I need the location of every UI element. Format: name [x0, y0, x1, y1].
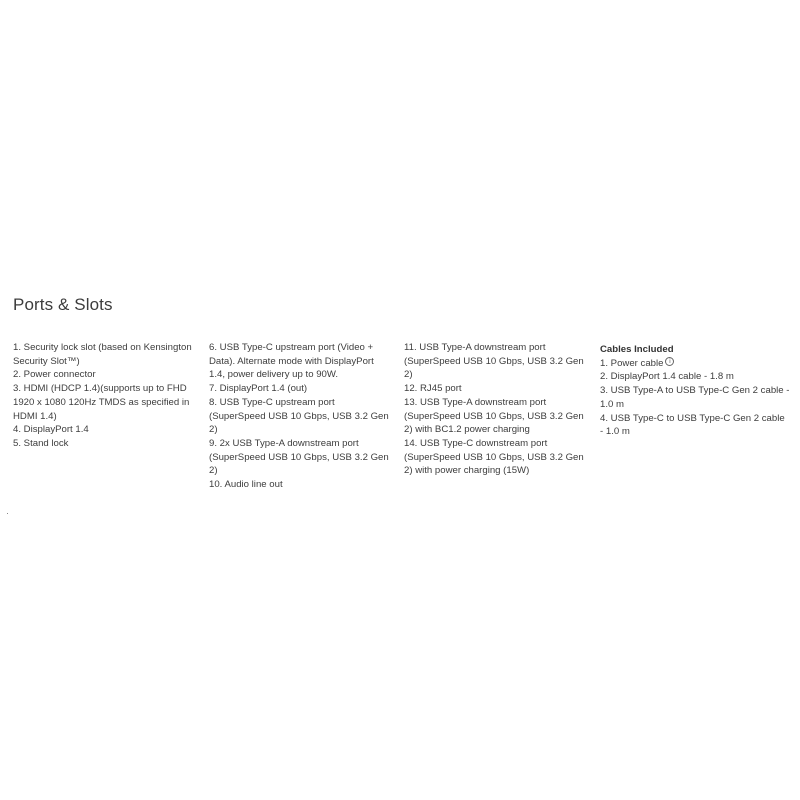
port-item: 11. USB Type-A downstream port (SuperSpeed USB 10 Gbps, USB 3.2 Gen 2) [404, 342, 584, 381]
cables-heading: Cables Included [600, 344, 674, 355]
port-item: 2. Power connector [13, 369, 96, 381]
cable-item [600, 357, 790, 371]
port-item: 4. DisplayPort 1.4 [13, 424, 89, 436]
cable-item: 4. USB Type-C to USB Type-C Gen 2 cable - 1.0 m [600, 412, 785, 438]
cable-item-label: 1. Power cable [600, 357, 664, 369]
port-item: 5. Stand lock [13, 437, 69, 449]
ports-column-2 [209, 341, 389, 492]
ports-list-3 [404, 341, 584, 478]
ports-list-2 [209, 341, 389, 492]
ports-column-3 [404, 341, 584, 478]
port-item: 6. USB Type-C upstream port (Video + Data). Alternate mode with DisplayPort 1.4, power delivery up to 90W. [209, 342, 374, 381]
ports-column-1 [13, 341, 193, 451]
cable-item: 2. DisplayPort 1.4 cable - 1.8 m [600, 371, 734, 383]
cables-list [600, 357, 790, 439]
port-item: 3. HDMI (HDCP 1.4)(supports up to FHD 1920 x 1080 120Hz TMDS as specified in HDMI 1.4) [13, 383, 190, 422]
stray-dot [7, 513, 8, 514]
cables-column [600, 343, 790, 439]
ports-list-1 [13, 341, 193, 451]
port-item: 12. RJ45 port [404, 383, 462, 395]
port-item: 7. DisplayPort 1.4 (out) [209, 383, 308, 395]
port-item: 1. Security lock slot (based on Kensington Security Slot™) [13, 342, 192, 367]
port-item: 8. USB Type-C upstream port (SuperSpeed USB 10 Gbps, USB 3.2 Gen 2) [209, 396, 389, 436]
port-item: 14. USB Type-C downstream port (SuperSpeed USB 10 Gbps, USB 3.2 Gen 2) with power charging (15W) [404, 437, 584, 477]
port-item: 9. 2x USB Type-A downstream port (SuperSpeed USB 10 Gbps, USB 3.2 Gen 2) [209, 437, 389, 477]
info-icon[interactable]: i [665, 357, 674, 366]
section-title: Ports & Slots [13, 295, 113, 314]
cable-item: 3. USB Type-A to USB Type-C Gen 2 cable - 1.0 m [600, 385, 790, 410]
port-item: 13. USB Type-A downstream port (SuperSpeed USB 10 Gbps, USB 3.2 Gen 2) with BC1.2 power charging [404, 396, 584, 436]
port-item: 10. Audio line out [209, 479, 283, 491]
